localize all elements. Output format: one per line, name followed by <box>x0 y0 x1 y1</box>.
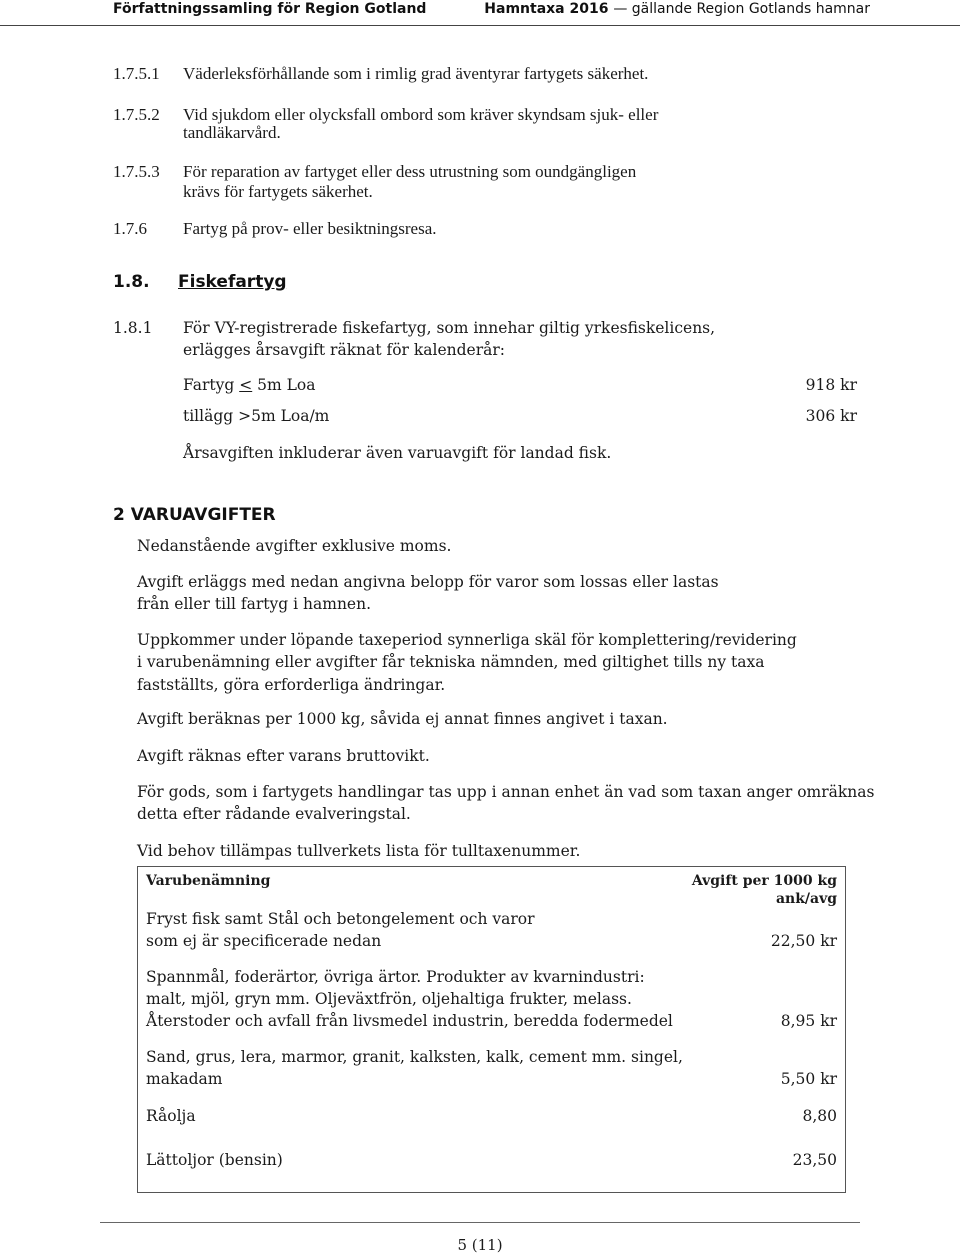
fee-label-symbol: < <box>239 376 253 394</box>
item-text-line: Vid sjukdom eller olycksfall ombord som kräver skyndsam sjuk- eller <box>183 105 659 124</box>
table-header-varubenamning: Varubenämning <box>146 873 271 889</box>
item-text: Väderleksförhållande som i rimlig grad äventyrar fartygets säkerhet. <box>183 64 649 83</box>
section-number: 1.8. <box>113 272 150 292</box>
table-row-text: makadam <box>146 1070 223 1088</box>
header-right-bold: Hamntaxa 2016 <box>484 1 609 17</box>
section-heading: 2 VARUAVGIFTER <box>113 505 276 525</box>
header-divider <box>0 25 960 26</box>
header-right-title <box>484 0 870 18</box>
table-row-text: som ej är specificerade nedan <box>146 932 382 950</box>
fee-label <box>183 374 316 396</box>
table-row-value: 5,50 kr <box>780 1070 837 1088</box>
item-number: 1.7.5.2 <box>113 105 160 124</box>
table-row-value: 22,50 kr <box>770 932 837 950</box>
paragraph-line: Avgift erläggs med nedan angivna belopp för varor som lossas eller lastas <box>137 573 719 591</box>
fee-label: tillägg >5m Loa/m <box>183 407 330 425</box>
table-row-text: Råolja <box>146 1107 196 1125</box>
paragraph-line: från eller till fartyg i hamnen. <box>137 595 372 613</box>
table-row-text: Återstoder och avfall från livsmedel industrin, beredda fodermedel <box>146 1012 673 1030</box>
item-number: 1.8.1 <box>113 319 153 337</box>
fee-label-prefix: Fartyg <box>183 376 235 394</box>
paragraph: Avgift räknas efter varans bruttovikt. <box>137 747 430 765</box>
item-text-line: krävs för fartygets säkerhet. <box>183 182 373 201</box>
table-header-avgift-line: Avgift per 1000 kg <box>691 873 837 889</box>
table-row-value: 8,80 <box>802 1107 837 1125</box>
table-row-text: Spannmål, foderärtor, övriga ärtor. Produkter av kvarnindustri: <box>146 968 645 986</box>
paragraph: Avgift beräknas per 1000 kg, såvida ej annat finnes angivet i taxan. <box>137 710 668 728</box>
item-text: Fartyg på prov- eller besiktningsresa. <box>183 219 437 238</box>
item-text-line: För VY-registrerade fiskefartyg, som innehar giltig yrkesfiskelicens, <box>183 319 716 337</box>
fee-value: 918 kr <box>805 376 857 394</box>
fee-value: 306 kr <box>805 407 857 425</box>
table-row-text: Sand, grus, lera, marmor, granit, kalksten, kalk, cement mm. singel, <box>146 1048 683 1066</box>
paragraph-line: detta efter rådande evalveringstal. <box>137 805 411 823</box>
paragraph: Vid behov tillämpas tullverkets lista för tulltaxenummer. <box>137 842 581 860</box>
item-text-line: tandläkarvård. <box>183 123 281 142</box>
item-number: 1.7.5.3 <box>113 162 160 181</box>
footer-divider <box>100 1222 860 1223</box>
paragraph-line: fastställts, göra erforderliga ändringar. <box>137 676 446 694</box>
paragraph: Nedanstående avgifter exklusive moms. <box>137 537 452 555</box>
item-text-line: erlägges årsavgift räknat för kalenderår: <box>183 341 506 359</box>
fee-label-suffix: 5m Loa <box>257 376 316 394</box>
table-row-text: malt, mjöl, gryn mm. Oljeväxtfrön, oljehaltiga frukter, melass. <box>146 990 632 1008</box>
paragraph-line: För gods, som i fartygets handlingar tas upp i annan enhet än vad som taxan anger omräknas <box>137 783 875 801</box>
table-row-value: 8,95 kr <box>780 1012 837 1030</box>
fee-note: Årsavgiften inkluderar även varuavgift för landad fisk. <box>183 444 612 462</box>
item-number: 1.7.5.1 <box>113 64 160 83</box>
table-row-text: Fryst fisk samt Stål och betongelement och varor <box>146 910 535 928</box>
page-number: 5 (11) <box>457 1236 503 1254</box>
header-left-title: Författningssamling för Region Gotland <box>113 1 427 17</box>
table-row-value: 23,50 <box>792 1151 837 1169</box>
item-number: 1.7.6 <box>113 219 147 238</box>
table-header-avgift-line: ank/avg <box>775 891 837 907</box>
header-right-rest: — gällande Region Gotlands hamnar <box>613 1 870 17</box>
table-row-text: Lättoljor (bensin) <box>146 1151 283 1169</box>
paragraph-line: Uppkommer under löpande taxeperiod synnerliga skäl för komplettering/revidering <box>137 631 797 649</box>
paragraph-line: i varubenämning eller avgifter får tekniska nämnden, med giltighet tills ny taxa <box>137 653 765 671</box>
section-title: Fiskefartyg <box>178 272 287 292</box>
item-text-line: För reparation av fartyget eller dess utrustning som oundgängligen <box>183 162 637 181</box>
